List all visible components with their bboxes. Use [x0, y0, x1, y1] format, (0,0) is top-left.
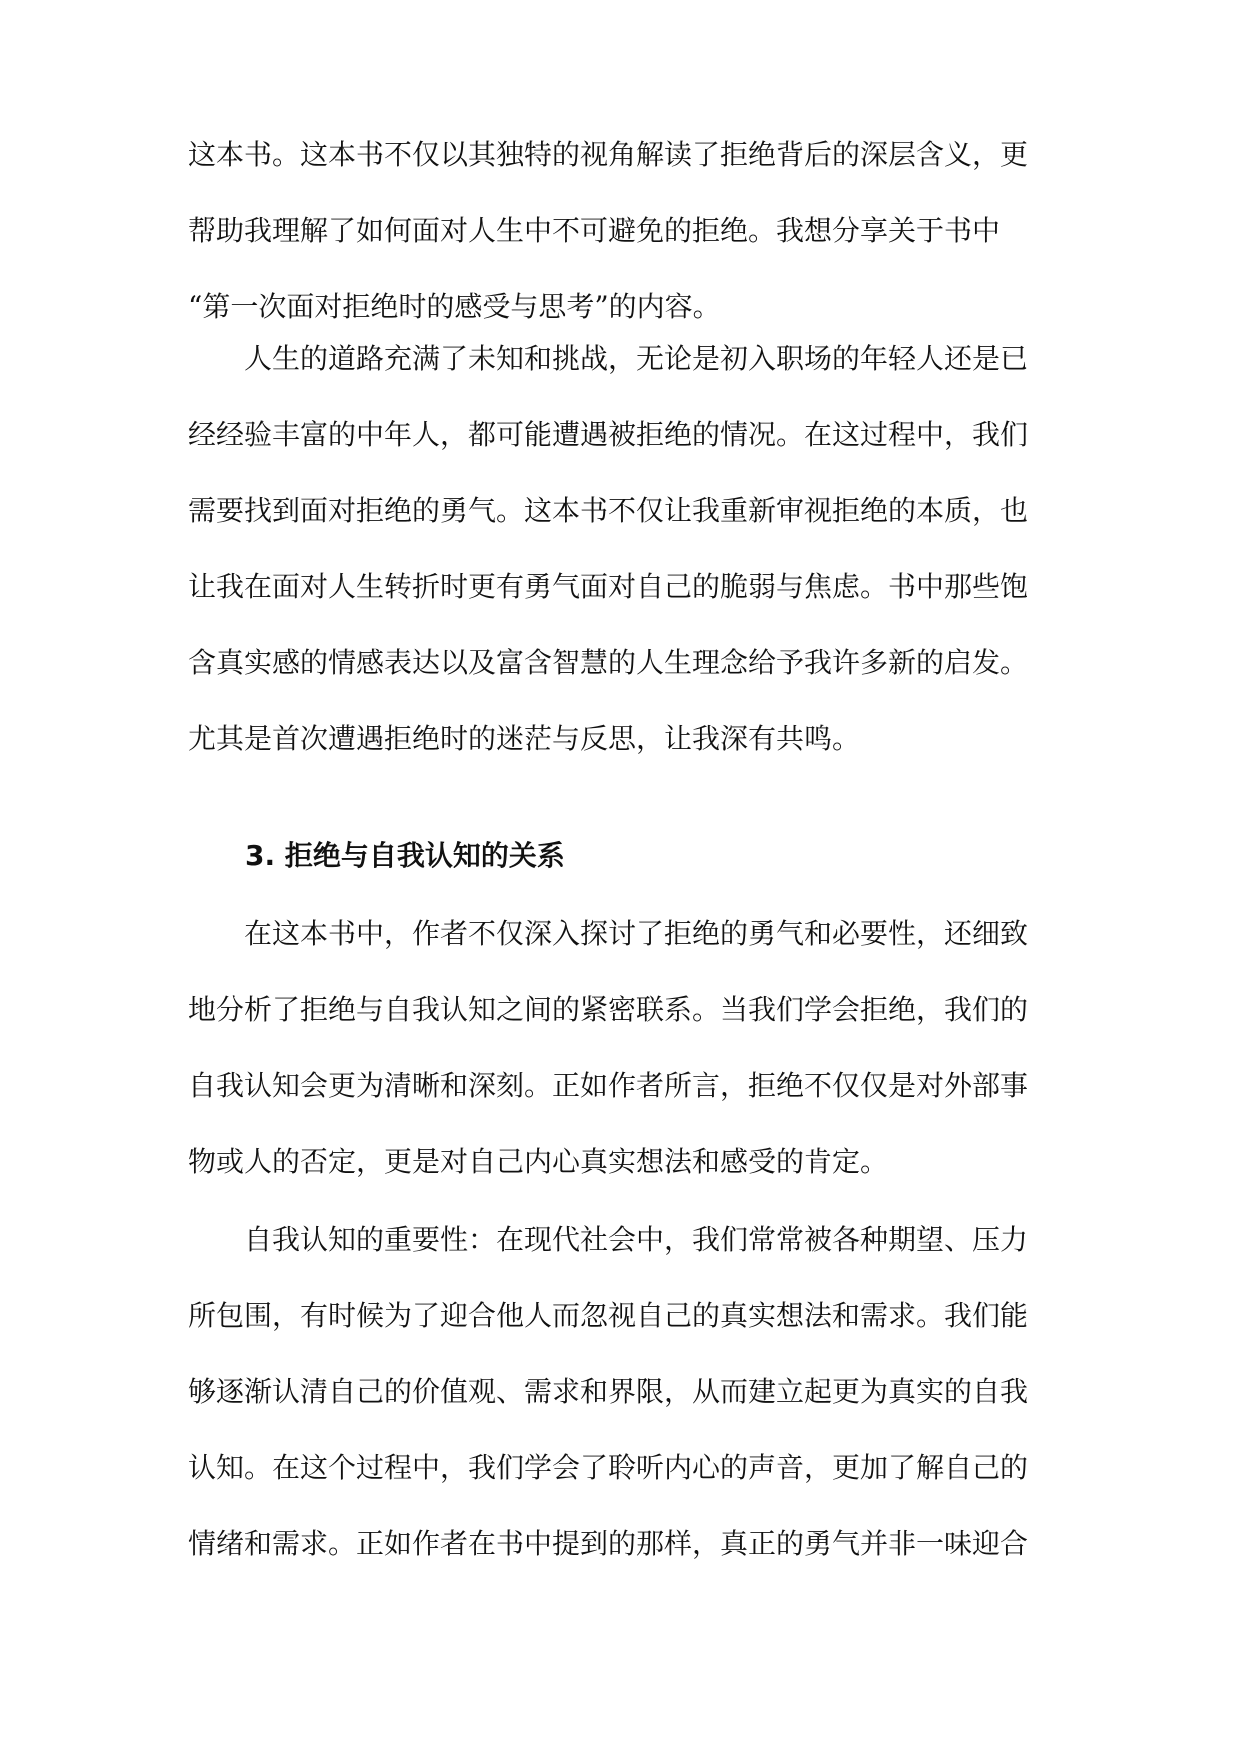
paragraph-2: [188, 321, 1060, 777]
paragraph-4: [188, 1202, 1060, 1582]
section-heading: 3. 拒绝与自我认知的关系: [245, 839, 565, 872]
text-line: 情绪和需求。正如作者在书中提到的那样，真正的勇气并非一味迎合: [188, 1527, 1029, 1560]
text-line: 尤其是首次遭遇拒绝时的迷茫与反思，让我深有共鸣。: [188, 722, 861, 755]
text-line: 人生的道路充满了未知和挑战，无论是初入职场的年轻人还是已: [188, 342, 1029, 375]
text-line: 地分析了拒绝与自我认知之间的紧密联系。当我们学会拒绝，我们的: [188, 993, 1029, 1026]
text-line: 需要找到面对拒绝的勇气。这本书不仅让我重新审视拒绝的本质，也: [188, 494, 1029, 527]
text-line: 够逐渐认清自己的价值观、需求和界限，从而建立起更为真实的自我: [188, 1375, 1029, 1408]
text-line: 含真实感的情感表达以及富含智慧的人生理念给予我许多新的启发。: [188, 646, 1029, 679]
text-line: 所包围，有时候为了迎合他人而忽视自己的真实想法和需求。我们能: [188, 1299, 1029, 1332]
text-line: 这本书。这本书不仅以其独特的视角解读了拒绝背后的深层含义，更: [188, 138, 1029, 171]
text-line: “第一次面对拒绝时的感受与思考”的内容。: [188, 290, 721, 323]
text-line: 自我认知会更为清晰和深刻。正如作者所言，拒绝不仅仅是对外部事: [188, 1069, 1029, 1102]
paragraph-1: [188, 117, 1060, 345]
text-line: 自我认知的重要性：在现代社会中，我们常常被各种期望、压力: [188, 1223, 1029, 1256]
paragraph-3: [188, 896, 1060, 1200]
text-line: 让我在面对人生转折时更有勇气面对自己的脆弱与焦虑。书中那些饱: [188, 570, 1029, 603]
text-line: 帮助我理解了如何面对人生中不可避免的拒绝。我想分享关于书中: [188, 214, 1001, 247]
text-line: 在这本书中，作者不仅深入探讨了拒绝的勇气和必要性，还细致: [188, 917, 1029, 950]
text-line: 经经验丰富的中年人，都可能遭遇被拒绝的情况。在这过程中，我们: [188, 418, 1029, 451]
text-line: 物或人的否定，更是对自己内心真实想法和感受的肯定。: [188, 1145, 889, 1178]
text-line: 认知。在这个过程中，我们学会了聆听内心的声音，更加了解自己的: [188, 1451, 1029, 1484]
